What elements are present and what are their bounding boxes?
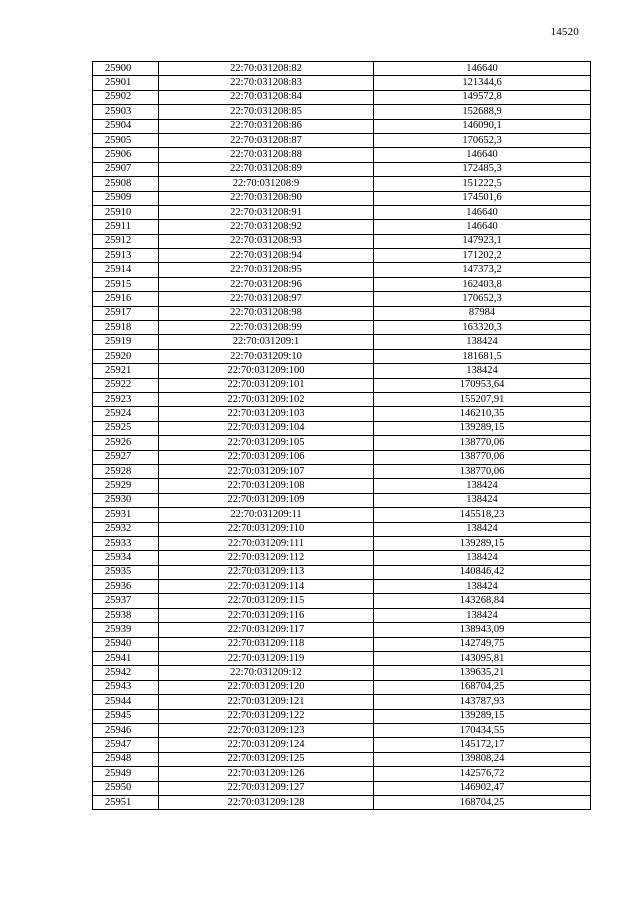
cadastral-number-cell: 22:70:031209:108 — [159, 479, 374, 493]
row-number-cell: 25943 — [93, 680, 159, 694]
row-number-cell: 25927 — [93, 450, 159, 464]
value-cell: 146090,1 — [374, 119, 591, 133]
cadastral-number-cell: 22:70:031209:10 — [159, 349, 374, 363]
row-number-cell: 25932 — [93, 522, 159, 536]
row-number-cell: 25919 — [93, 335, 159, 349]
table-row — [93, 119, 591, 133]
cadastral-number-cell: 22:70:031209:122 — [159, 709, 374, 723]
value-cell: 170652,3 — [374, 292, 591, 306]
row-number-cell: 25912 — [93, 234, 159, 248]
row-number-cell: 25907 — [93, 162, 159, 176]
cadastral-number-cell: 22:70:031208:91 — [159, 205, 374, 219]
table-row — [93, 680, 591, 694]
table-row — [93, 263, 591, 277]
cadastral-number-cell: 22:70:031209:1 — [159, 335, 374, 349]
table-row — [93, 90, 591, 104]
cadastral-number-cell: 22:70:031208:90 — [159, 191, 374, 205]
value-cell: 139289,15 — [374, 536, 591, 550]
value-cell: 138424 — [374, 551, 591, 565]
cadastral-number-cell: 22:70:031208:94 — [159, 249, 374, 263]
cadastral-number-cell: 22:70:031209:117 — [159, 623, 374, 637]
value-cell: 138424 — [374, 335, 591, 349]
row-number-cell: 25930 — [93, 493, 159, 507]
cadastral-number-cell: 22:70:031208:84 — [159, 90, 374, 104]
table-row — [93, 364, 591, 378]
table-row — [93, 795, 591, 809]
registry-table — [92, 61, 591, 810]
row-number-cell: 25929 — [93, 479, 159, 493]
value-cell: 181681,5 — [374, 349, 591, 363]
value-cell: 139808,24 — [374, 752, 591, 766]
row-number-cell: 25937 — [93, 594, 159, 608]
cadastral-number-cell: 22:70:031208:98 — [159, 306, 374, 320]
value-cell: 145172,17 — [374, 738, 591, 752]
cadastral-number-cell: 22:70:031208:99 — [159, 321, 374, 335]
value-cell: 147923,1 — [374, 234, 591, 248]
table-row — [93, 306, 591, 320]
value-cell: 138943,09 — [374, 623, 591, 637]
row-number-cell: 25901 — [93, 76, 159, 90]
row-number-cell: 25916 — [93, 292, 159, 306]
cadastral-number-cell: 22:70:031208:83 — [159, 76, 374, 90]
row-number-cell: 25948 — [93, 752, 159, 766]
table-row — [93, 580, 591, 594]
table-body — [93, 62, 591, 810]
table-row — [93, 781, 591, 795]
value-cell: 171202,2 — [374, 249, 591, 263]
cadastral-number-cell: 22:70:031209:109 — [159, 493, 374, 507]
row-number-cell: 25938 — [93, 608, 159, 622]
value-cell: 142576,72 — [374, 767, 591, 781]
value-cell: 145518,23 — [374, 508, 591, 522]
table-row — [93, 666, 591, 680]
table-row — [93, 767, 591, 781]
table-row — [93, 191, 591, 205]
value-cell: 138770,06 — [374, 464, 591, 478]
table-row — [93, 623, 591, 637]
row-number-cell: 25945 — [93, 709, 159, 723]
table-row — [93, 508, 591, 522]
cadastral-number-cell: 22:70:031209:103 — [159, 407, 374, 421]
value-cell: 168704,25 — [374, 795, 591, 809]
value-cell: 152688,9 — [374, 105, 591, 119]
table-row — [93, 105, 591, 119]
row-number-cell: 25908 — [93, 177, 159, 191]
row-number-cell: 25900 — [93, 62, 159, 76]
row-number-cell: 25926 — [93, 436, 159, 450]
table-row — [93, 133, 591, 147]
row-number-cell: 25940 — [93, 637, 159, 651]
row-number-cell: 25920 — [93, 349, 159, 363]
cadastral-number-cell: 22:70:031208:88 — [159, 148, 374, 162]
table-row — [93, 565, 591, 579]
row-number-cell: 25942 — [93, 666, 159, 680]
table-row — [93, 220, 591, 234]
value-cell: 139289,15 — [374, 709, 591, 723]
value-cell: 162403,8 — [374, 277, 591, 291]
table-row — [93, 652, 591, 666]
cadastral-number-cell: 22:70:031209:110 — [159, 522, 374, 536]
table-row — [93, 249, 591, 263]
row-number-cell: 25904 — [93, 119, 159, 133]
table-row — [93, 608, 591, 622]
table-row — [93, 277, 591, 291]
value-cell: 146640 — [374, 62, 591, 76]
value-cell: 140846,42 — [374, 565, 591, 579]
row-number-cell: 25913 — [93, 249, 159, 263]
value-cell: 170434,55 — [374, 723, 591, 737]
row-number-cell: 25915 — [93, 277, 159, 291]
table-row — [93, 62, 591, 76]
value-cell: 172485,3 — [374, 162, 591, 176]
row-number-cell: 25933 — [93, 536, 159, 550]
cadastral-number-cell: 22:70:031209:126 — [159, 767, 374, 781]
table-row — [93, 493, 591, 507]
table-row — [93, 723, 591, 737]
cadastral-number-cell: 22:70:031209:128 — [159, 795, 374, 809]
value-cell: 121344,6 — [374, 76, 591, 90]
row-number-cell: 25935 — [93, 565, 159, 579]
value-cell: 149572,8 — [374, 90, 591, 104]
cadastral-number-cell: 22:70:031209:104 — [159, 421, 374, 435]
value-cell: 138424 — [374, 479, 591, 493]
value-cell: 138424 — [374, 522, 591, 536]
table-row — [93, 551, 591, 565]
cadastral-number-cell: 22:70:031209:12 — [159, 666, 374, 680]
cadastral-number-cell: 22:70:031209:124 — [159, 738, 374, 752]
value-cell: 143095,81 — [374, 652, 591, 666]
table-row — [93, 450, 591, 464]
cadastral-number-cell: 22:70:031208:89 — [159, 162, 374, 176]
value-cell: 155207,91 — [374, 392, 591, 406]
cadastral-number-cell: 22:70:031208:85 — [159, 105, 374, 119]
table-row — [93, 292, 591, 306]
value-cell: 138770,06 — [374, 436, 591, 450]
cadastral-number-cell: 22:70:031209:114 — [159, 580, 374, 594]
cadastral-number-cell: 22:70:031209:125 — [159, 752, 374, 766]
table-row — [93, 464, 591, 478]
row-number-cell: 25939 — [93, 623, 159, 637]
row-number-cell: 25949 — [93, 767, 159, 781]
cadastral-number-cell: 22:70:031208:96 — [159, 277, 374, 291]
row-number-cell: 25923 — [93, 392, 159, 406]
table-row — [93, 407, 591, 421]
cadastral-number-cell: 22:70:031209:116 — [159, 608, 374, 622]
table-row — [93, 234, 591, 248]
table-row — [93, 148, 591, 162]
table-row — [93, 594, 591, 608]
value-cell: 138770,06 — [374, 450, 591, 464]
cadastral-number-cell: 22:70:031209:118 — [159, 637, 374, 651]
cadastral-number-cell: 22:70:031209:106 — [159, 450, 374, 464]
value-cell: 143787,93 — [374, 695, 591, 709]
cadastral-number-cell: 22:70:031209:111 — [159, 536, 374, 550]
row-number-cell: 25921 — [93, 364, 159, 378]
cadastral-number-cell: 22:70:031209:120 — [159, 680, 374, 694]
value-cell: 170652,3 — [374, 133, 591, 147]
row-number-cell: 25941 — [93, 652, 159, 666]
value-cell: 87984 — [374, 306, 591, 320]
row-number-cell: 25934 — [93, 551, 159, 565]
table-row — [93, 321, 591, 335]
row-number-cell: 25917 — [93, 306, 159, 320]
cadastral-number-cell: 22:70:031208:95 — [159, 263, 374, 277]
row-number-cell: 25902 — [93, 90, 159, 104]
table-row — [93, 421, 591, 435]
value-cell: 174501,6 — [374, 191, 591, 205]
cadastral-number-cell: 22:70:031208:97 — [159, 292, 374, 306]
row-number-cell: 25925 — [93, 421, 159, 435]
cadastral-number-cell: 22:70:031209:11 — [159, 508, 374, 522]
cadastral-number-cell: 22:70:031209:101 — [159, 378, 374, 392]
cadastral-number-cell: 22:70:031209:119 — [159, 652, 374, 666]
row-number-cell: 25951 — [93, 795, 159, 809]
table-row — [93, 349, 591, 363]
table-row — [93, 392, 591, 406]
table-row — [93, 522, 591, 536]
value-cell: 146640 — [374, 205, 591, 219]
table-row — [93, 738, 591, 752]
table-row — [93, 378, 591, 392]
table-row — [93, 436, 591, 450]
row-number-cell: 25928 — [93, 464, 159, 478]
row-number-cell: 25903 — [93, 105, 159, 119]
row-number-cell: 25922 — [93, 378, 159, 392]
table-row — [93, 637, 591, 651]
row-number-cell: 25947 — [93, 738, 159, 752]
value-cell: 143268,84 — [374, 594, 591, 608]
value-cell: 138424 — [374, 608, 591, 622]
table-row — [93, 177, 591, 191]
row-number-cell: 25914 — [93, 263, 159, 277]
cadastral-number-cell: 22:70:031208:92 — [159, 220, 374, 234]
value-cell: 146640 — [374, 148, 591, 162]
cadastral-number-cell: 22:70:031208:9 — [159, 177, 374, 191]
row-number-cell: 25946 — [93, 723, 159, 737]
value-cell: 139289,15 — [374, 421, 591, 435]
row-number-cell: 25931 — [93, 508, 159, 522]
cadastral-number-cell: 22:70:031209:100 — [159, 364, 374, 378]
value-cell: 139635,21 — [374, 666, 591, 680]
row-number-cell: 25906 — [93, 148, 159, 162]
table-row — [93, 76, 591, 90]
row-number-cell: 25936 — [93, 580, 159, 594]
value-cell: 146902,47 — [374, 781, 591, 795]
row-number-cell: 25918 — [93, 321, 159, 335]
value-cell: 146210,35 — [374, 407, 591, 421]
cadastral-number-cell: 22:70:031209:123 — [159, 723, 374, 737]
row-number-cell: 25944 — [93, 695, 159, 709]
cadastral-number-cell: 22:70:031209:107 — [159, 464, 374, 478]
value-cell: 163320,3 — [374, 321, 591, 335]
cadastral-number-cell: 22:70:031208:86 — [159, 119, 374, 133]
table-row — [93, 479, 591, 493]
value-cell: 142749,75 — [374, 637, 591, 651]
cadastral-number-cell: 22:70:031209:112 — [159, 551, 374, 565]
row-number-cell: 25924 — [93, 407, 159, 421]
page-number: 14520 — [550, 26, 579, 38]
value-cell: 168704,25 — [374, 680, 591, 694]
cadastral-number-cell: 22:70:031209:102 — [159, 392, 374, 406]
cadastral-number-cell: 22:70:031208:82 — [159, 62, 374, 76]
cadastral-number-cell: 22:70:031208:93 — [159, 234, 374, 248]
row-number-cell: 25950 — [93, 781, 159, 795]
row-number-cell: 25909 — [93, 191, 159, 205]
table-row — [93, 709, 591, 723]
table-row — [93, 752, 591, 766]
value-cell: 147373,2 — [374, 263, 591, 277]
table-row — [93, 162, 591, 176]
row-number-cell: 25905 — [93, 133, 159, 147]
row-number-cell: 25911 — [93, 220, 159, 234]
row-number-cell: 25910 — [93, 205, 159, 219]
cadastral-number-cell: 22:70:031209:127 — [159, 781, 374, 795]
cadastral-number-cell: 22:70:031208:87 — [159, 133, 374, 147]
cadastral-number-cell: 22:70:031209:121 — [159, 695, 374, 709]
table-row — [93, 695, 591, 709]
cadastral-number-cell: 22:70:031209:113 — [159, 565, 374, 579]
value-cell: 151222,5 — [374, 177, 591, 191]
value-cell: 146640 — [374, 220, 591, 234]
table-row — [93, 335, 591, 349]
table-row — [93, 536, 591, 550]
value-cell: 170953,64 — [374, 378, 591, 392]
value-cell: 138424 — [374, 580, 591, 594]
cadastral-number-cell: 22:70:031209:115 — [159, 594, 374, 608]
value-cell: 138424 — [374, 364, 591, 378]
table-row — [93, 205, 591, 219]
value-cell: 138424 — [374, 493, 591, 507]
cadastral-number-cell: 22:70:031209:105 — [159, 436, 374, 450]
